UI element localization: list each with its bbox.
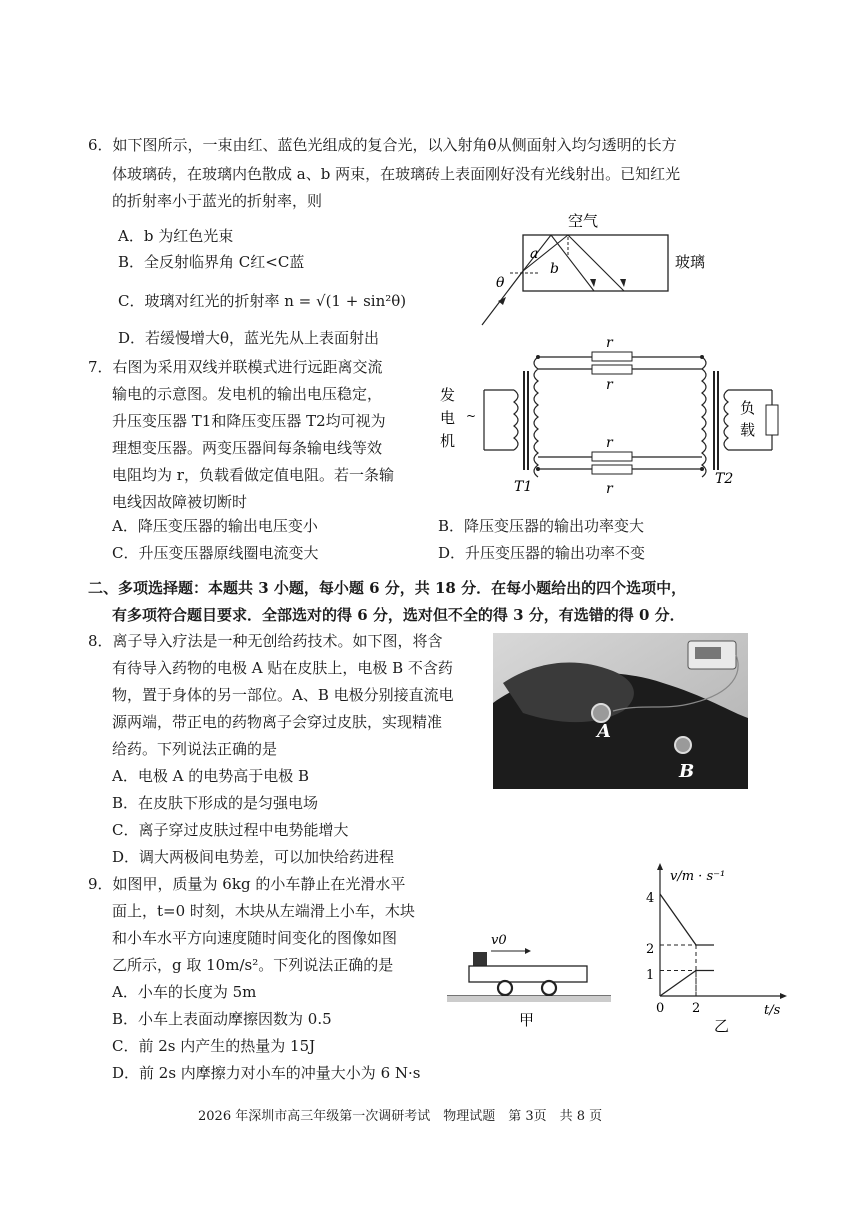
q7-gen-label-3: 机 bbox=[440, 432, 456, 450]
q8-electrode-b bbox=[675, 737, 691, 753]
q7-option-c[interactable]: C．升压变压器原线圈电流变大 bbox=[112, 544, 319, 562]
q7-gen-label-1: 发 bbox=[440, 386, 456, 404]
q9-v0-label: v0 bbox=[491, 933, 507, 948]
q7-load-label-2: 载 bbox=[740, 421, 756, 439]
q8-stem-line-3: 物，置于身体的另一部位。A、B 电极分别接直流电 bbox=[112, 686, 454, 704]
q7-resistor-bottom-2 bbox=[592, 465, 632, 474]
q7-r-label-3: r bbox=[606, 435, 613, 451]
q9-option-a[interactable]: A．小车的长度为 5m bbox=[112, 983, 257, 1001]
q9-ground-hatch bbox=[447, 996, 611, 1002]
q8-option-d[interactable]: D．调大两极间电势差，可以加快给药进程 bbox=[112, 848, 395, 866]
q7-t1-label: T1 bbox=[514, 479, 533, 495]
y-tick-2: 2 bbox=[646, 942, 655, 957]
q7-t2-label: T2 bbox=[715, 471, 734, 487]
y-tick-4: 4 bbox=[646, 891, 655, 906]
series-1-segment-0 bbox=[660, 971, 696, 997]
q9-figure-yi-chart bbox=[640, 858, 800, 1036]
q9-wheel-left bbox=[498, 981, 512, 995]
q7-option-d[interactable]: D．升压变压器的输出功率不变 bbox=[438, 544, 646, 562]
q6-option-b[interactable]: B．全反射临界角 C红<C蓝 bbox=[118, 253, 305, 271]
q7-ac-symbol: ~ bbox=[466, 409, 477, 423]
q7-option-a[interactable]: A．降压变压器的输出电压变小 bbox=[112, 517, 318, 535]
q7-resistor-top-1 bbox=[592, 352, 632, 361]
q8-photo-label-b: B bbox=[679, 761, 695, 782]
q6-label-a: a bbox=[530, 246, 539, 262]
q7-option-b[interactable]: B．降压变压器的输出功率变大 bbox=[438, 517, 645, 535]
q7-gen-label-2: 电 bbox=[440, 409, 456, 427]
q7-circuit-figure bbox=[432, 335, 784, 500]
q7-stem-line-1: 7．右图为采用双线并联模式进行远距离交流 bbox=[88, 358, 383, 376]
q9-option-d[interactable]: D．前 2s 内摩擦力对小车的冲量大小为 6 N·s bbox=[112, 1064, 421, 1082]
q8-photo-label-a: A bbox=[597, 721, 611, 742]
q6-label-b: b bbox=[550, 261, 559, 277]
q9-stem-line-3: 和小车水平方向速度随时间变化的图像如图 bbox=[112, 929, 398, 947]
q7-t1-primary bbox=[514, 390, 518, 450]
q9-block bbox=[473, 952, 487, 966]
q9-stem-line-4: 乙所示，g 取 10m/s²。下列说法正确的是 bbox=[112, 956, 394, 974]
q8-stem-line-5: 给药。下列说法正确的是 bbox=[112, 740, 278, 758]
q7-resistor-bottom-1 bbox=[592, 452, 632, 461]
q6-option-a[interactable]: A．b 为红色光束 bbox=[118, 227, 234, 245]
q7-load-label-1: 负 bbox=[740, 399, 756, 417]
x-tick-0: 0 bbox=[656, 1001, 665, 1016]
q6-glass-label: 玻璃 bbox=[675, 253, 706, 271]
q6-option-c[interactable]: C．玻璃对红光的折射率 n = √(1 + sin²θ) bbox=[118, 292, 407, 310]
q9-figure-jia bbox=[445, 928, 615, 1033]
q8-stem-line-1: 8．离子导入疗法是一种无创给药技术。如下图，将含 bbox=[88, 632, 443, 650]
q9-stem-line-1: 9．如图甲，质量为 6kg 的小车静止在光滑水平 bbox=[88, 875, 406, 893]
q7-stem-line-6: 电线因故障被切断时 bbox=[112, 493, 248, 511]
q7-stem-line-4: 理想变压器。两变压器间每条输电线等效 bbox=[112, 439, 383, 457]
q9-option-c[interactable]: C．前 2s 内产生的热量为 15J bbox=[112, 1037, 316, 1055]
q9-stem-line-2: 面上，t=0 时刻，木块从左端滑上小车，木块 bbox=[112, 902, 415, 920]
chart-marks bbox=[660, 894, 714, 996]
q7-t1-secondary bbox=[534, 357, 538, 477]
q6-label-theta: θ bbox=[496, 275, 505, 291]
q7-r-label-1: r bbox=[606, 335, 613, 351]
q7-r-label-2: r bbox=[606, 377, 613, 393]
q6-reflected-b bbox=[568, 235, 624, 291]
q9-caption-yi: 乙 bbox=[714, 1017, 730, 1035]
x-axis-label: t/s bbox=[764, 1003, 781, 1018]
q8-stem-line-2: 有待导入药物的电极 A 贴在皮肤上，电极 B 不含药 bbox=[112, 659, 453, 677]
q6-air-label: 空气 bbox=[568, 212, 599, 230]
q6-option-d[interactable]: D．若缓慢增大θ，蓝光先从上表面射出 bbox=[118, 329, 380, 347]
q7-t2-primary bbox=[702, 357, 706, 477]
q7-stem-line-3: 升压变压器 T1和降压变压器 T2均可视为 bbox=[112, 412, 386, 430]
section-2-header-line-1: 二、多项选择题：本题共 3 小题，每小题 6 分，共 18 分．在每小题给出的四个选项中， bbox=[88, 579, 687, 597]
q6-stem-line-1: 6．如下图所示，一束由红、蓝色光组成的复合光，以入射角θ从侧面射入均匀透明的长方 bbox=[88, 136, 677, 154]
q6-arrow-a bbox=[590, 279, 596, 287]
q9-cart-body bbox=[469, 966, 587, 982]
q9-wheel-right bbox=[542, 981, 556, 995]
x-tick-2: 2 bbox=[692, 1001, 701, 1016]
q7-r-label-4: r bbox=[606, 481, 613, 497]
q8-photo bbox=[493, 633, 748, 789]
q6-arrow-b bbox=[620, 279, 626, 287]
q7-stem-line-2: 输电的示意图。发电机的输出电压稳定， bbox=[112, 385, 383, 403]
y-tick-1: 1 bbox=[646, 968, 655, 983]
q8-electrode-a bbox=[592, 704, 610, 722]
q7-t2-secondary bbox=[724, 390, 728, 450]
page-footer: 2026 年深圳市高三年级第一次调研考试 物理试题 第 3页 共 8 页 bbox=[198, 1109, 603, 1124]
q8-option-a[interactable]: A．电极 A 的电势高于电极 B bbox=[112, 767, 309, 785]
q8-power-display bbox=[695, 647, 721, 659]
q8-option-b[interactable]: B．在皮肤下形成的是匀强电场 bbox=[112, 794, 319, 812]
q8-stem-line-4: 源两端，带正电的药物离子会穿过皮肤，实现精准 bbox=[112, 713, 443, 731]
y-axis-label: v/m · s⁻¹ bbox=[670, 869, 726, 884]
q9-option-b[interactable]: B．小车上表面动摩擦因数为 0.5 bbox=[112, 1010, 332, 1028]
q8-option-c[interactable]: C．离子穿过皮肤过程中电势能增大 bbox=[112, 821, 349, 839]
q7-stem-line-5: 电阻均为 r，负载看做定值电阻。若一条输 bbox=[112, 466, 394, 484]
q7-resistor-top-2 bbox=[592, 365, 632, 374]
series-0-segment-0 bbox=[660, 894, 696, 945]
q6-glass-figure bbox=[470, 205, 720, 330]
section-2-header-line-2: 有多项符合题目要求．全部选对的得 6 分，选对但不全的得 3 分，有选错的得 0 分． bbox=[112, 606, 685, 624]
q7-load-resistor bbox=[766, 405, 778, 435]
q9-caption-jia: 甲 bbox=[519, 1011, 535, 1029]
q6-stem-line-3: 的折射率小于蓝光的折射率，则 bbox=[112, 192, 323, 210]
q6-stem-line-2: 体玻璃砖，在玻璃内色散成 a、b 两束，在玻璃砖上表面刚好没有光线射出。已知红光 bbox=[112, 165, 681, 183]
